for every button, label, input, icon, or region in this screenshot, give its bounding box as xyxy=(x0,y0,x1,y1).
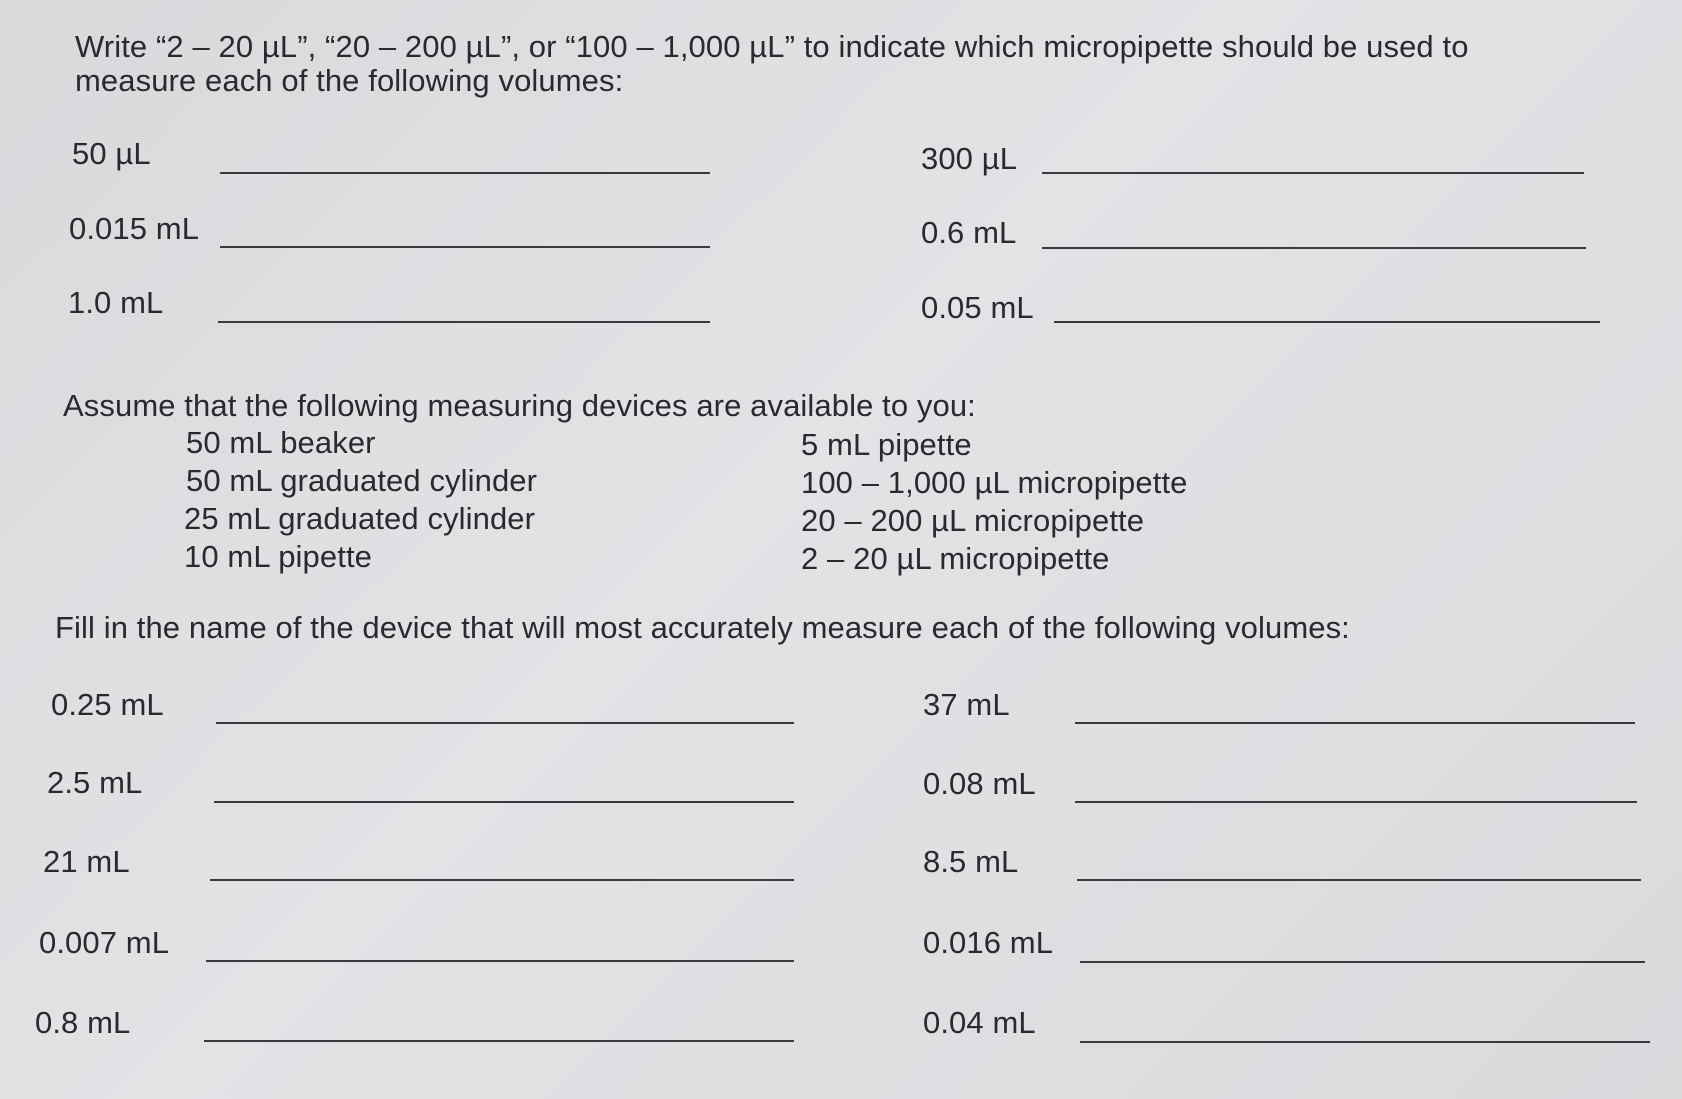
volume-label: 0.015 mL xyxy=(69,211,200,246)
device-item: 100 – 1,000 µL micropipette xyxy=(801,465,1188,500)
answer-blank[interactable] xyxy=(210,879,794,881)
devices-intro: Assume that the following measuring devices are available to you: xyxy=(63,388,976,423)
answer-blank[interactable] xyxy=(204,1040,794,1042)
volume-label: 8.5 mL xyxy=(923,844,1019,879)
answer-blank[interactable] xyxy=(1042,247,1586,249)
volume-label: 300 µL xyxy=(921,141,1018,176)
device-item: 20 – 200 µL micropipette xyxy=(801,503,1145,538)
answer-blank[interactable] xyxy=(1075,801,1637,803)
volume-label: 0.007 mL xyxy=(39,925,170,960)
fill-in-instruction: Fill in the name of the device that will most accurately measure each of the following volumes: xyxy=(55,610,1350,645)
answer-blank[interactable] xyxy=(220,172,710,174)
answer-blank[interactable] xyxy=(1080,961,1645,963)
answer-blank[interactable] xyxy=(1077,879,1641,881)
answer-blank[interactable] xyxy=(214,801,794,803)
volume-label: 0.8 mL xyxy=(35,1005,131,1040)
volume-label: 0.25 mL xyxy=(51,687,164,722)
answer-blank[interactable] xyxy=(1054,321,1600,323)
device-item: 50 mL beaker xyxy=(186,425,376,460)
instruction-line-2: measure each of the following volumes: xyxy=(75,63,624,98)
device-item: 5 mL pipette xyxy=(801,427,972,462)
answer-blank[interactable] xyxy=(220,246,710,248)
device-item: 2 – 20 µL micropipette xyxy=(801,541,1110,576)
answer-blank[interactable] xyxy=(1075,722,1635,724)
volume-label: 37 mL xyxy=(923,687,1010,722)
answer-blank[interactable] xyxy=(206,960,794,962)
volume-label: 0.6 mL xyxy=(921,215,1017,250)
volume-label: 50 µL xyxy=(72,136,151,171)
volume-label: 0.08 mL xyxy=(923,766,1036,801)
device-item: 10 mL pipette xyxy=(184,539,372,574)
device-item: 25 mL graduated cylinder xyxy=(184,501,536,536)
device-item: 50 mL graduated cylinder xyxy=(186,463,538,498)
volume-label: 2.5 mL xyxy=(47,765,143,800)
answer-blank[interactable] xyxy=(218,321,710,323)
volume-label: 21 mL xyxy=(43,844,130,879)
volume-label: 0.04 mL xyxy=(923,1005,1036,1040)
instruction-line-1: Write “2 – 20 µL”, “20 – 200 µL”, or “100 – 1,000 µL” to indicate which micropipette should be used to xyxy=(75,29,1469,64)
volume-label: 0.05 mL xyxy=(921,290,1034,325)
answer-blank[interactable] xyxy=(1080,1041,1650,1043)
answer-blank[interactable] xyxy=(1042,172,1584,174)
volume-label: 1.0 mL xyxy=(68,285,164,320)
volume-label: 0.016 mL xyxy=(923,925,1054,960)
answer-blank[interactable] xyxy=(216,722,794,724)
